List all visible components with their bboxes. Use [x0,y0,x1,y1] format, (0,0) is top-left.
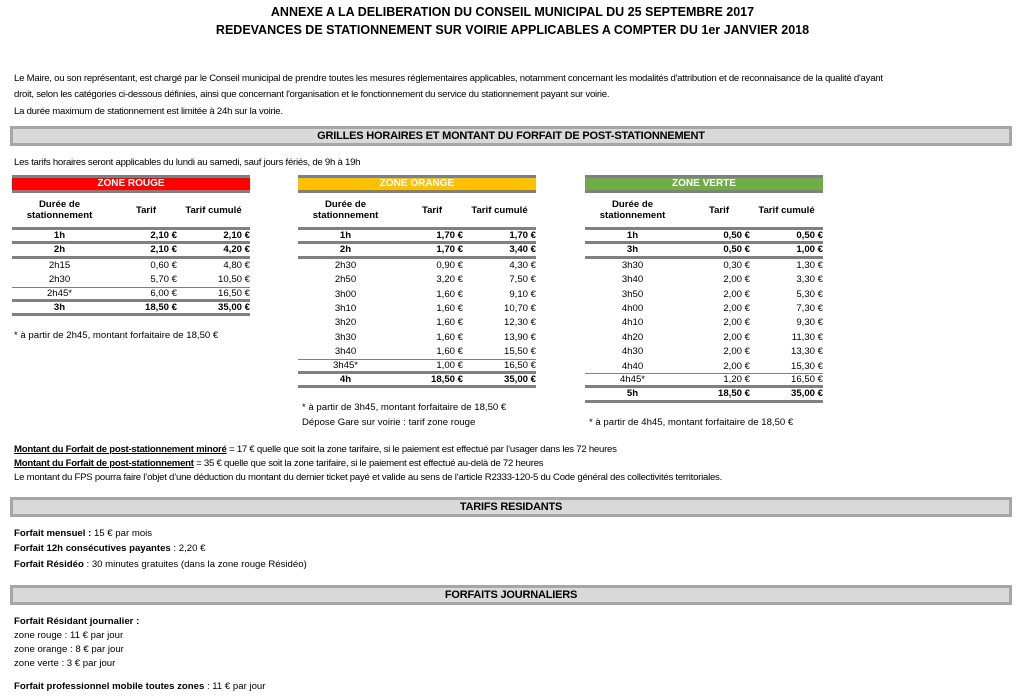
col-duration: Durée de stationnement [312,199,379,221]
cumul-cell: 10,50 € [217,274,250,286]
table-row [298,331,536,345]
duration-cell: 3h [626,244,639,256]
intro-line3: La durée maximum de stationnement est limitée à 24h sur la voirie. [14,106,283,117]
cumul-cell: 1,70 € [509,230,536,241]
cumul-cell: 11,30 € [791,331,823,343]
tarif-cell: 0,90 € [436,259,463,271]
section-title-daily: FORFAITS JOURNALIERS [10,585,1012,605]
fps-deduction: Le montant du FPS pourra faire l’objet d’une déduction du montant du dernier ticket payé et valide au sens de l’article R2333-120-5 du Code général des collectivités territoriales. [14,472,723,483]
col-tarif: Tarif [135,204,157,216]
tarif-cell: 2,00 € [723,331,750,343]
zone-table-rouge [12,175,250,343]
cumul-cell: 4,30 € [509,259,536,271]
duration-cell: 1h [339,230,352,241]
duration-cell: 2h15 [48,259,71,271]
cumul-cell: 16,50 € [217,287,250,299]
column-headers [298,193,536,230]
section-title-grilles: GRILLES HORAIRES ET MONTANT DU FORFAIT DE POST-STATIONNEMENT [10,126,1012,146]
duration-cell: 3h40 [334,346,357,358]
table-row [298,273,536,287]
table-row [298,244,536,258]
duration-cell: 3h45* [332,359,359,371]
cumul-cell: 3,40 € [509,244,536,256]
fps-minore-text: = 17 € quelle que soit la zone tarifaire, si le paiement est effectué par l’usager dans les 72 heures [226,444,617,455]
tarif-cell: 1,00 € [436,359,463,371]
zone-header: ZONE VERTE [585,175,823,193]
table-row [585,273,823,287]
tarif-cell: 0,50 € [723,230,750,241]
cumul-cell: 13,90 € [503,331,536,343]
tarif-cell: 1,70 € [436,244,463,256]
table-row [298,345,536,359]
tarif-cell: 2,00 € [723,317,750,329]
table-row [298,259,536,273]
cumul-cell: 7,50 € [509,274,536,286]
table-row [585,259,823,273]
cumul-cell: 35,00 € [790,388,823,400]
tarif-cell: 6,00 € [150,287,177,299]
daily-zone-line: zone verte : 3 € par jour [14,658,116,669]
cumul-cell: 7,30 € [796,302,823,314]
col-duration: Durée de stationnement [26,199,93,221]
zone-note: Dépose Gare sur voirie : tarif zone rouge [302,417,476,429]
col-cumul: Tarif cumulé [758,204,815,216]
table-row [585,360,823,374]
duration-cell: 3h40 [621,274,644,286]
table-row [585,244,823,258]
cumul-cell: 1,00 € [796,244,823,256]
cumul-cell: 35,00 € [503,373,536,385]
col-cumul: Tarif cumulé [471,204,528,216]
duration-cell: 3h30 [621,259,644,271]
cumul-cell: 15,50 € [503,346,536,358]
resident-item [14,559,307,570]
zone-note: * à partir de 4h45, montant forfaitaire de 18,50 € [589,416,794,428]
duration-cell: 2h30 [334,259,357,271]
tarif-cell: 2,00 € [723,288,750,300]
table-row [12,244,250,258]
cumul-cell: 35,00 € [217,301,250,313]
duration-cell: 1h [626,230,639,241]
cumul-cell: 9,10 € [509,288,536,300]
tarif-cell: 18,50 € [430,373,463,385]
resident-item [14,543,205,554]
table-row [12,259,250,273]
tarif-cell: 2,00 € [723,302,750,314]
table-row [585,288,823,302]
col-duration: Durée de stationnement [599,199,666,221]
cumul-cell: 10,70 € [503,302,536,314]
cumul-cell: 16,50 € [790,373,823,385]
table-row [298,316,536,330]
item-label: Forfait 12h consécutives payantes [14,543,171,554]
table-row [585,230,823,244]
table-row [585,302,823,316]
item-value: : 2,20 € [170,543,206,554]
fps-full-text: = 35 € quelle que soit la zone tarifaire, si le paiement est effectué au-delà de 72 heures [193,458,544,469]
duration-cell: 3h20 [334,317,357,329]
table-row [298,360,536,374]
cumul-cell: 12,30 € [503,317,536,329]
item-label: Forfait mensuel : [14,528,92,539]
section-subtitle: Les tarifs horaires seront applicables du lundi au samedi, sauf jours fériés, de 9h à 19h [14,157,361,168]
tarif-cell: 1,70 € [436,230,463,241]
table-row [12,288,250,302]
document-title-line2: REDEVANCES DE STATIONNEMENT SUR VOIRIE APPLICABLES A COMPTER DU 1er JANVIER 2018 [215,23,810,37]
tarif-cell: 1,60 € [436,317,463,329]
tarif-cell: 0,30 € [723,259,750,271]
tarif-cell: 0,50 € [723,244,750,256]
tarif-cell: 2,00 € [723,346,750,358]
table-row [12,230,250,244]
col-cumul: Tarif cumulé [185,204,242,216]
zone-note: * à partir de 2h45, montant forfaitaire de 18,50 € [14,330,219,342]
duration-cell: 3h10 [334,302,357,314]
table-row [298,302,536,316]
daily-pro [14,681,265,692]
cumul-cell: 4,80 € [223,259,250,271]
item-value: : 30 minutes gratuites (dans la zone rouge Résidéo) [83,559,307,570]
col-tarif: Tarif [708,204,730,216]
tarif-cell: 5,70 € [150,274,177,286]
tarif-cell: 18,50 € [144,301,177,313]
col-tarif: Tarif [421,204,443,216]
daily-zone-line: zone orange : 8 € par jour [14,644,124,655]
column-headers [585,193,823,230]
duration-cell: 2h [53,244,66,256]
duration-cell: 2h50 [334,274,357,286]
zone-table-orange [298,175,536,430]
tarif-cell: 2,00 € [723,360,750,372]
duration-cell: 2h30 [48,274,71,286]
item-label: Forfait Résidéo [14,559,84,570]
duration-cell: 4h20 [621,331,644,343]
duration-cell: 4h [339,373,352,385]
zone-note: * à partir de 3h45, montant forfaitaire de 18,50 € [302,402,507,414]
cumul-cell: 13,30 € [790,346,823,358]
cumul-cell: 1,30 € [796,259,823,271]
duration-cell: 1h [53,230,66,241]
zone-header: ZONE ORANGE [298,175,536,193]
daily-resident-label: Forfait Résidant journalier : [14,616,140,627]
column-headers [12,193,250,230]
duration-cell: 2h45* [46,287,73,299]
table-row [298,288,536,302]
tarif-cell: 0,60 € [150,259,177,271]
item-label: Forfait professionnel mobile toutes zones [14,681,205,692]
duration-cell: 4h10 [621,317,644,329]
duration-cell: 2h [339,244,352,256]
table-row [585,374,823,388]
table-row [585,331,823,345]
duration-cell: 4h40 [621,360,644,372]
cumul-cell: 3,30 € [796,274,823,286]
document-title-line1: ANNEXE A LA DELIBERATION DU CONSEIL MUNICIPAL DU 25 SEPTEMBRE 2017 [270,5,755,19]
tarif-cell: 1,60 € [436,302,463,314]
item-value: 15 € par mois [91,528,153,539]
table-row [12,273,250,287]
table-row [298,374,536,388]
zone-header: ZONE ROUGE [12,175,250,193]
duration-cell: 3h00 [334,288,357,300]
tarif-cell: 3,20 € [436,274,463,286]
tarif-cell: 1,60 € [436,331,463,343]
section-title-residents: TARIFS RESIDANTS [10,497,1012,517]
tarif-cell: 1,60 € [436,288,463,300]
fps-full [14,458,543,469]
resident-item [14,528,152,539]
intro-line1: Le Maire, ou son représentant, est chargé par le Conseil municipal de prendre toutes les mesures réglementaires applicables, notamment concernant les modalités d'attribution et de reconnaisance de la qualité d'ayant [14,73,883,84]
cumul-cell: 15,30 € [790,360,823,372]
cumul-cell: 4,20 € [223,244,250,256]
table-row [585,345,823,359]
table-row [298,230,536,244]
fps-minore-label: Montant du Forfait de post-stationnement minoré [14,444,227,455]
duration-cell: 5h [626,388,639,400]
fps-minore [14,444,617,455]
tarif-cell: 2,10 € [150,244,177,256]
cumul-cell: 0,50 € [796,230,823,241]
tarif-cell: 18,50 € [717,388,750,400]
cumul-cell: 5,30 € [796,288,823,300]
tarif-cell: 1,60 € [436,346,463,358]
fps-full-label: Montant du Forfait de post-stationnement [14,458,194,469]
cumul-cell: 16,50 € [503,359,536,371]
table-row [12,302,250,316]
tarif-cell: 2,10 € [150,230,177,241]
duration-cell: 4h00 [621,302,644,314]
intro-line2: droit, selon les catégories ci-dessous définies, ainsi que concernant l'organisation et le fonctionnement du service du stationnement payant sur voirie. [14,89,610,100]
duration-cell: 4h30 [621,346,644,358]
duration-cell: 4h45* [619,373,646,385]
tarif-cell: 2,00 € [723,274,750,286]
table-row [585,388,823,402]
table-row [585,316,823,330]
daily-zone-line: zone rouge : 11 € par jour [14,630,124,641]
cumul-cell: 9,30 € [796,317,823,329]
duration-cell: 3h [53,301,66,313]
item-value: : 11 € par jour [204,681,266,692]
duration-cell: 3h30 [334,331,357,343]
tarif-cell: 1,20 € [723,373,750,385]
zone-table-verte [585,175,823,430]
duration-cell: 3h50 [621,288,644,300]
cumul-cell: 2,10 € [223,230,250,241]
